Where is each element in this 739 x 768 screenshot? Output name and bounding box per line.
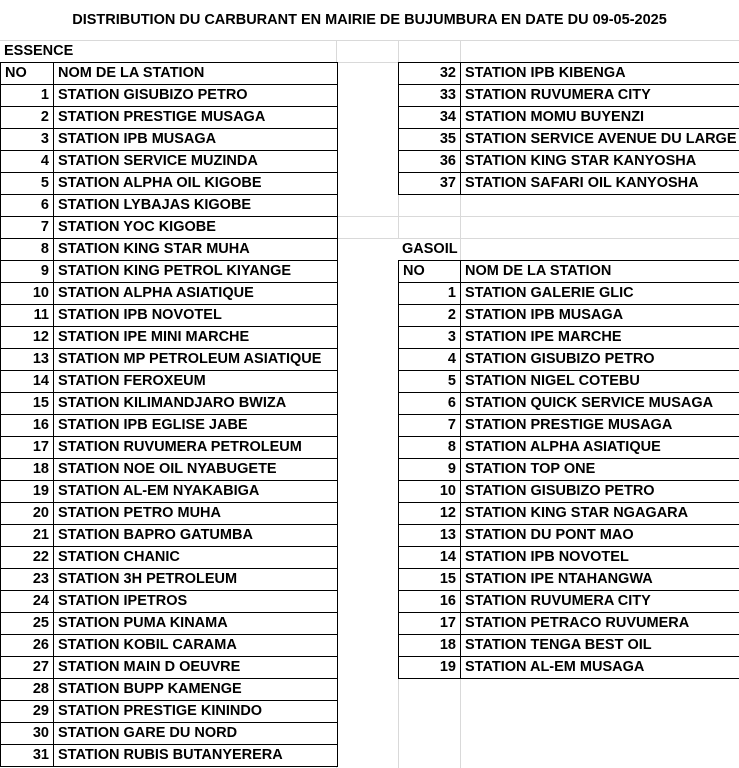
table-row: [399, 107, 739, 129]
station-name: STATION IPB KIBENGA: [461, 63, 739, 85]
station-name: STATION BAPRO GATUMBA: [54, 525, 338, 547]
page-title: DISTRIBUTION DU CARBURANT EN MAIRIE DE BUJUMBURA EN DATE DU 09-05-2025: [72, 12, 667, 28]
table-header-row: [399, 261, 739, 283]
station-number: 22: [1, 547, 54, 569]
station-number: 10: [399, 481, 461, 503]
station-number: 10: [1, 283, 54, 305]
station-number: 3: [399, 327, 461, 349]
station-name: STATION RUVUMERA PETROLEUM: [54, 437, 338, 459]
table-row: [1, 107, 338, 129]
station-number: 8: [399, 437, 461, 459]
station-number: 6: [1, 195, 54, 217]
station-name: STATION KING STAR KANYOSHA: [461, 151, 739, 173]
station-name: STATION GISUBIZO PETRO: [461, 349, 739, 371]
station-number: 18: [1, 459, 54, 481]
table-row: [399, 635, 739, 657]
station-name: STATION KING STAR MUHA: [54, 239, 338, 261]
station-name: STATION KOBIL CARAMA: [54, 635, 338, 657]
station-number: 7: [1, 217, 54, 239]
station-number: 33: [399, 85, 461, 107]
station-name: STATION MP PETROLEUM ASIATIQUE: [54, 349, 338, 371]
station-number: 21: [1, 525, 54, 547]
station-name: STATION FEROXEUM: [54, 371, 338, 393]
station-name: STATION IPB NOVOTEL: [461, 547, 739, 569]
station-name: STATION KILIMANDJARO BWIZA: [54, 393, 338, 415]
station-name: STATION RUVUMERA CITY: [461, 85, 739, 107]
table-row: [1, 129, 338, 151]
station-name: STATION TENGA BEST OIL: [461, 635, 739, 657]
station-number: 17: [399, 613, 461, 635]
station-number: 8: [1, 239, 54, 261]
gasoil-section-label: GASOIL: [398, 239, 458, 260]
table-row: [1, 349, 338, 371]
table-row: [1, 261, 338, 283]
station-name: STATION SAFARI OIL KANYOSHA: [461, 173, 739, 195]
station-number: 18: [399, 635, 461, 657]
station-name: STATION LYBAJAS KIGOBE: [54, 195, 338, 217]
table-row: [399, 525, 739, 547]
table-row: [1, 327, 338, 349]
station-number: 19: [1, 481, 54, 503]
station-name: STATION IPB EGLISE JABE: [54, 415, 338, 437]
table-row: [399, 569, 739, 591]
station-name: STATION ALPHA ASIATIQUE: [461, 437, 739, 459]
table-row: [1, 173, 338, 195]
station-number: 17: [1, 437, 54, 459]
station-name: STATION PRESTIGE MUSAGA: [54, 107, 338, 129]
station-number: 36: [399, 151, 461, 173]
table-row: [1, 239, 338, 261]
table-row: [1, 437, 338, 459]
table-row: [1, 305, 338, 327]
station-name: STATION IPE MINI MARCHE: [54, 327, 338, 349]
table-row: [399, 283, 739, 305]
table-row: [1, 635, 338, 657]
station-number: 14: [399, 547, 461, 569]
station-number: 20: [1, 503, 54, 525]
station-number: 27: [1, 657, 54, 679]
spreadsheet-grid: [0, 40, 739, 768]
station-name: STATION DU PONT MAO: [461, 525, 739, 547]
station-number: 16: [1, 415, 54, 437]
station-number: 15: [399, 569, 461, 591]
station-name: STATION PRESTIGE MUSAGA: [461, 415, 739, 437]
station-number: 34: [399, 107, 461, 129]
station-name: STATION SERVICE AVENUE DU LARGE: [461, 129, 739, 151]
station-name: STATION PETRACO RUVUMERA: [461, 613, 739, 635]
station-number: 11: [1, 305, 54, 327]
table-row: [1, 85, 338, 107]
station-number: 4: [1, 151, 54, 173]
station-name: STATION YOC KIGOBE: [54, 217, 338, 239]
table-row: [1, 701, 338, 723]
station-name: STATION GISUBIZO PETRO: [461, 481, 739, 503]
station-number: 31: [1, 745, 54, 767]
table-row: [1, 723, 338, 745]
station-name: STATION IPB NOVOTEL: [54, 305, 338, 327]
table-row: [399, 173, 739, 195]
station-name: STATION RUBIS BUTANYERERA: [54, 745, 338, 767]
table-row: [1, 547, 338, 569]
table-row: [399, 129, 739, 151]
station-name: STATION TOP ONE: [461, 459, 739, 481]
station-name: STATION AL-EM NYAKABIGA: [54, 481, 338, 503]
essence-table-continued: [398, 62, 739, 195]
station-name: STATION IPB MUSAGA: [54, 129, 338, 151]
station-number: 16: [399, 591, 461, 613]
table-row: [399, 85, 739, 107]
station-number: 28: [1, 679, 54, 701]
station-number: 7: [399, 415, 461, 437]
table-row: [399, 503, 739, 525]
station-number: 6: [399, 393, 461, 415]
table-row: [1, 393, 338, 415]
table-row: [399, 437, 739, 459]
station-number: 35: [399, 129, 461, 151]
station-name: STATION KING STAR NGAGARA: [461, 503, 739, 525]
station-name: STATION IPETROS: [54, 591, 338, 613]
table-row: [1, 371, 338, 393]
station-name: STATION RUVUMERA CITY: [461, 591, 739, 613]
station-name: STATION NOE OIL NYABUGETE: [54, 459, 338, 481]
table-row: [1, 459, 338, 481]
station-number: 2: [1, 107, 54, 129]
gasoil-table: [398, 260, 739, 679]
station-name: STATION MAIN D OEUVRE: [54, 657, 338, 679]
table-row: [1, 613, 338, 635]
station-number: 9: [1, 261, 54, 283]
table-row: [399, 151, 739, 173]
station-name: STATION GARE DU NORD: [54, 723, 338, 745]
station-number: 5: [1, 173, 54, 195]
column-header-name: NOM DE LA STATION: [54, 63, 338, 85]
table-row: [1, 679, 338, 701]
table-row: [399, 613, 739, 635]
station-number: 30: [1, 723, 54, 745]
station-name: STATION NIGEL COTEBU: [461, 371, 739, 393]
station-name: STATION PRESTIGE KININDO: [54, 701, 338, 723]
station-name: STATION ALPHA OIL KIGOBE: [54, 173, 338, 195]
station-number: 37: [399, 173, 461, 195]
table-row: [399, 63, 739, 85]
station-name: STATION GALERIE GLIC: [461, 283, 739, 305]
station-number: 24: [1, 591, 54, 613]
station-name: STATION IPB MUSAGA: [461, 305, 739, 327]
table-row: [1, 525, 338, 547]
station-name: STATION 3H PETROLEUM: [54, 569, 338, 591]
station-name: STATION KING PETROL KIYANGE: [54, 261, 338, 283]
station-name: STATION CHANIC: [54, 547, 338, 569]
station-number: 29: [1, 701, 54, 723]
table-row: [1, 217, 338, 239]
column-header-no: NO: [1, 63, 54, 85]
station-name: STATION ALPHA ASIATIQUE: [54, 283, 338, 305]
station-name: STATION AL-EM MUSAGA: [461, 657, 739, 679]
station-number: 5: [399, 371, 461, 393]
station-number: 2: [399, 305, 461, 327]
station-name: STATION PETRO MUHA: [54, 503, 338, 525]
essence-table: [0, 62, 338, 767]
station-number: 3: [1, 129, 54, 151]
station-name: STATION IPE NTAHANGWA: [461, 569, 739, 591]
station-number: 4: [399, 349, 461, 371]
table-row: [1, 151, 338, 173]
table-row: [399, 481, 739, 503]
station-number: 13: [399, 525, 461, 547]
station-name: STATION MOMU BUYENZI: [461, 107, 739, 129]
table-header-row: [1, 63, 338, 85]
grid-line: [0, 40, 739, 41]
table-row: [399, 371, 739, 393]
table-row: [399, 591, 739, 613]
table-row: [399, 305, 739, 327]
table-row: [1, 283, 338, 305]
column-header-name: NOM DE LA STATION: [461, 261, 739, 283]
table-row: [399, 393, 739, 415]
station-number: 13: [1, 349, 54, 371]
station-number: 19: [399, 657, 461, 679]
table-row: [1, 657, 338, 679]
table-row: [399, 459, 739, 481]
station-name: STATION PUMA KINAMA: [54, 613, 338, 635]
station-name: STATION IPE MARCHE: [461, 327, 739, 349]
table-row: [399, 547, 739, 569]
station-name: STATION BUPP KAMENGE: [54, 679, 338, 701]
column-header-no: NO: [399, 261, 461, 283]
table-row: [1, 591, 338, 613]
station-name: STATION GISUBIZO PETRO: [54, 85, 338, 107]
station-number: 12: [399, 503, 461, 525]
table-row: [399, 657, 739, 679]
station-number: 1: [1, 85, 54, 107]
table-row: [399, 327, 739, 349]
table-row: [1, 415, 338, 437]
station-number: 15: [1, 393, 54, 415]
table-row: [1, 745, 338, 767]
station-number: 1: [399, 283, 461, 305]
table-row: [1, 481, 338, 503]
station-number: 14: [1, 371, 54, 393]
station-number: 32: [399, 63, 461, 85]
station-number: 25: [1, 613, 54, 635]
essence-section-label: ESSENCE: [0, 41, 73, 62]
station-number: 26: [1, 635, 54, 657]
station-name: STATION QUICK SERVICE MUSAGA: [461, 393, 739, 415]
station-number: 23: [1, 569, 54, 591]
table-row: [399, 349, 739, 371]
table-row: [399, 415, 739, 437]
station-name: STATION SERVICE MUZINDA: [54, 151, 338, 173]
station-number: 9: [399, 459, 461, 481]
table-row: [1, 503, 338, 525]
table-row: [1, 569, 338, 591]
table-row: [1, 195, 338, 217]
station-number: 12: [1, 327, 54, 349]
